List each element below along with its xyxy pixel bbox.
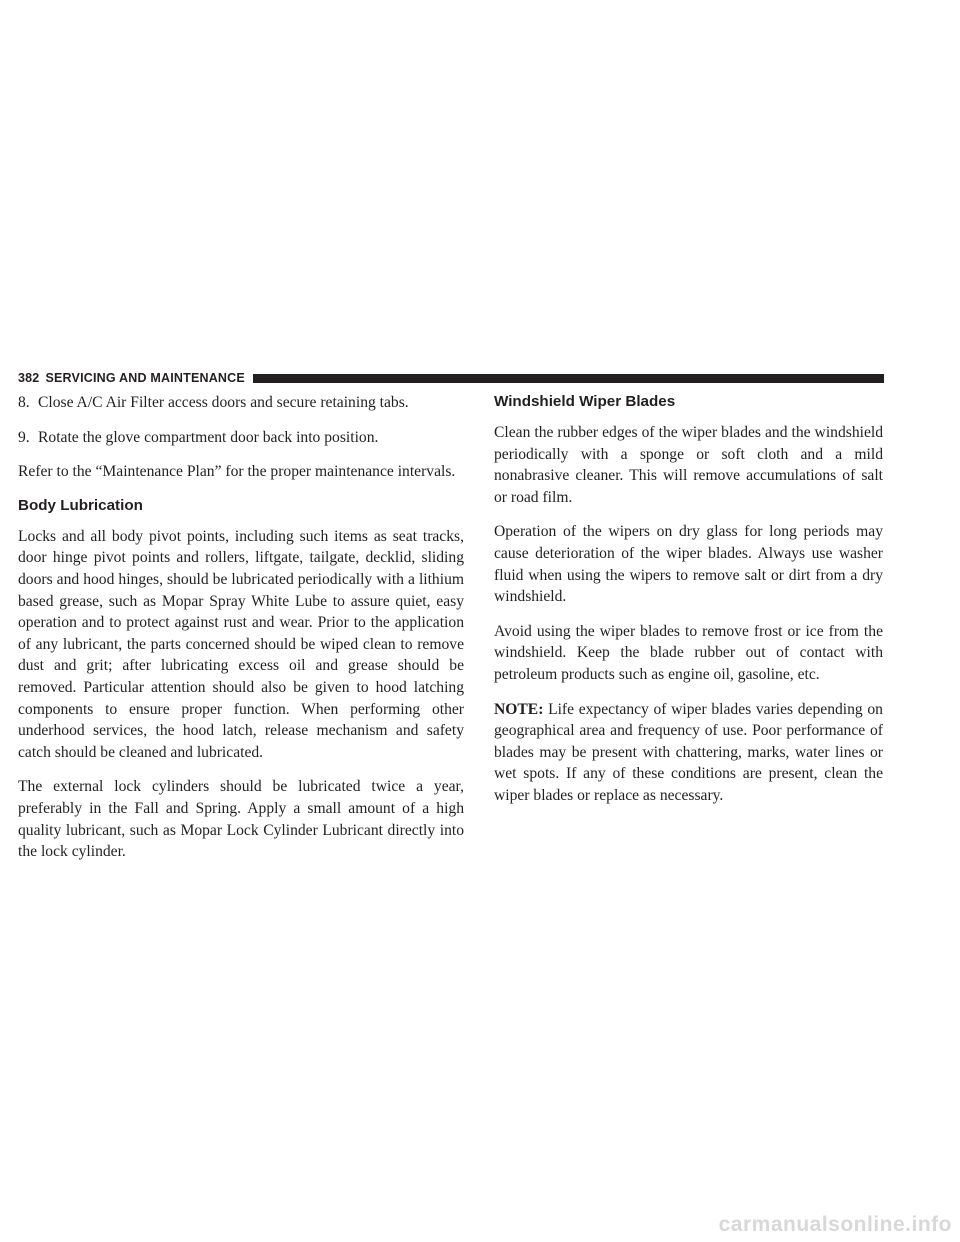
page-header	[18, 369, 884, 387]
note-paragraph	[494, 699, 883, 807]
section-title: SERVICING AND MAINTENANCE	[45, 371, 245, 385]
step-number: 9.	[18, 428, 30, 446]
wiper-paragraph: Avoid using the wiper blades to remove frost or ice from the windshield. Keep the blade rubber out of contact with petroleum products such as engine oil, gasoline, etc.	[494, 622, 883, 683]
wiper-paragraph: Clean the rubber edges of the wiper blades and the windshield periodically with a sponge or soft cloth and a mild nonabrasive cleaner. This will remove accumulations of salt or road film.	[494, 424, 883, 506]
wiper-blades-heading: Windshield Wiper Blades	[494, 393, 676, 410]
step-9	[18, 427, 464, 449]
step-text: Close A/C Air Filter access doors and secure retaining tabs.	[38, 394, 409, 411]
page-number: 382	[18, 371, 40, 385]
step-number: 8.	[18, 394, 30, 411]
note-text: Life expectancy of wiper blades varies depending on geographical area and frequency of use. Poor performance of blades may be present with chattering, marks, water lines or wet spots. If any of these conditions are present, clean the wiper blades or replace as necessary.	[494, 700, 883, 804]
wiper-paragraph: Operation of the wipers on dry glass for long periods may cause deterioration of the wiper blades. Always use washer fluid when using the wipers to remove salt or dirt from a dry windshield.	[494, 523, 883, 606]
left-column	[18, 392, 464, 876]
step-8	[18, 392, 464, 414]
refer-paragraph: Refer to the “Maintenance Plan” for the proper maintenance intervals.	[18, 463, 456, 481]
body-lubrication-paragraph: The external lock cylinders should be lubricated twice a year, preferably in the Fall and Spring. Apply a small amount of a high quality lubricant, such as Mopar Lock Cylinder Lubricant directly into the lock cylinder.	[18, 778, 464, 861]
body-lubrication-heading: Body Lubrication	[18, 496, 143, 514]
step-text: Rotate the glove compartment door back into position.	[38, 428, 379, 446]
header-rule	[253, 374, 884, 383]
body-lubrication-paragraph: Locks and all body pivot points, including such items as seat tracks, door hinge pivot points and rollers, liftgate, tailgate, decklid, sliding doors and hood hinges, should be lubricated periodically with a lithium based grease, such as Mopar Spray White Lube to assure quiet, easy operation and to protect against rust and wear. Prior to the application of any lubricant, the parts concerned should be wiped clean to remove dust and grit; after lubricating excess oil and grease should be removed. Particular attention should also be given to hood latching components to ensure proper function. When performing other underhood services, the hood latch, release mechanism and safety catch should be cleaned and lubricated.	[18, 527, 464, 761]
right-column	[494, 392, 883, 820]
note-label: NOTE:	[494, 700, 544, 718]
site-watermark: carmanualsonline.info	[718, 1213, 952, 1236]
